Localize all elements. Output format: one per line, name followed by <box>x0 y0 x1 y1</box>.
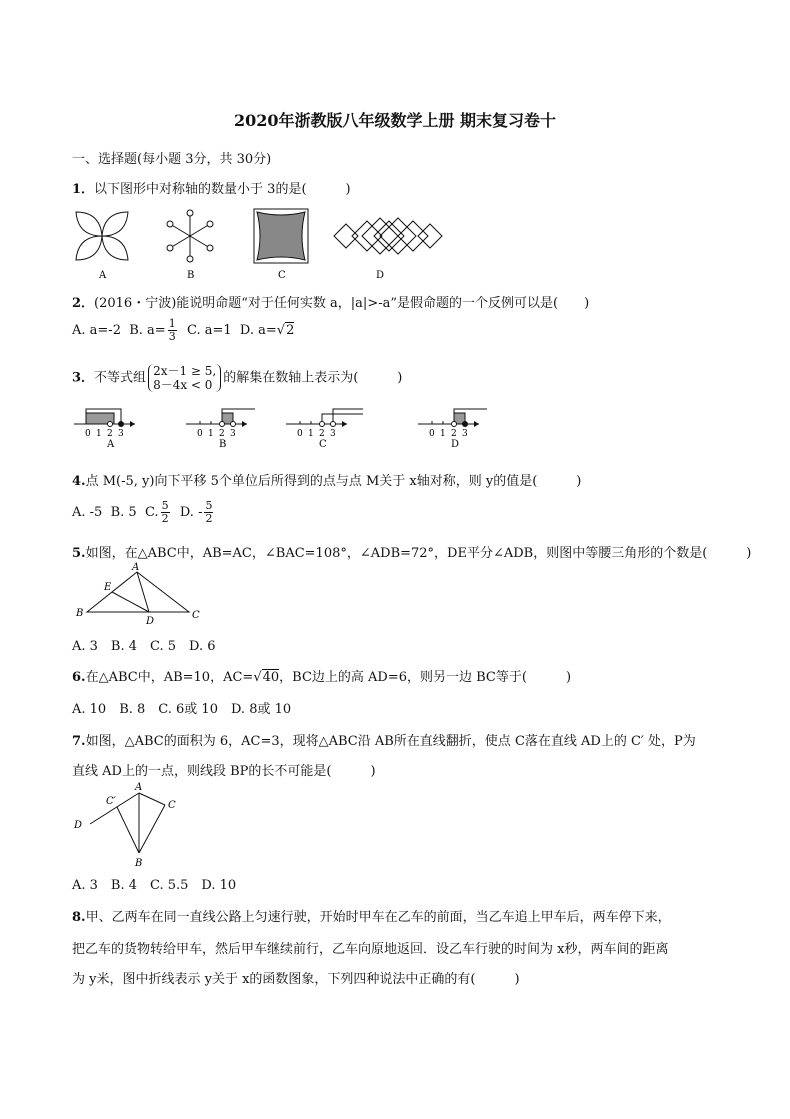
fraction: $\frac{5}{2}$ <box>205 499 213 525</box>
tick-label: 3 <box>230 429 236 439</box>
point-c: C <box>168 800 176 811</box>
question-number: 7. <box>72 734 86 749</box>
figure-label-a: A <box>99 270 107 281</box>
point-c: C <box>192 610 200 621</box>
question-8-line2: 把乙车的货物转给甲车，然后甲车继续前行，乙车向原地返回．设乙车行驶的时间为 x秒，两车间的距离 <box>72 942 669 957</box>
number-line-label: C <box>319 439 327 450</box>
option-a: A. -5 <box>72 505 103 520</box>
number-line-label: D <box>451 439 460 450</box>
point-d: D <box>146 616 155 627</box>
figure-label-c: C <box>278 270 286 281</box>
segment-cb <box>139 805 165 853</box>
figure-label-d: D <box>376 270 385 281</box>
tick-label: 3 <box>118 429 124 439</box>
question-3: 3．不等式组 2x－1 ≥ 5, 8－4x < 0 的解集在数轴上表示为( ) <box>72 364 403 392</box>
question-number: 1． <box>72 182 95 197</box>
figure-label-b: B <box>187 270 195 281</box>
question-text: 点 M(-5, y)向下平移 5个单位后所得到的点与点 M关于 x轴对称，则 y的值是( ) <box>85 474 582 489</box>
question-number: 5. <box>72 546 86 561</box>
question-text: 以下图形中对称轴的数量小于 3的是( ) <box>94 182 351 197</box>
point-a: A <box>132 562 140 573</box>
tick-label: 2 <box>451 429 457 439</box>
question-7-line2: 直线 AD上的一点，则线段 BP的长不可能是( ) <box>72 764 376 779</box>
option-b: B. a= $\frac{1}{3}$ <box>129 317 176 343</box>
option-d: D. a=√2 <box>239 323 295 338</box>
option-d: D. - $\frac{5}{2}$ <box>179 499 213 525</box>
tick-label: 2 <box>107 429 113 439</box>
segment-c-prime-b <box>117 807 139 853</box>
question-6: 6.在△ABC中，AB=10，AC=√40，BC边上的高 AD=6，则另一边 BC等于( ) <box>72 670 572 685</box>
point-b: B <box>135 858 143 869</box>
question-number: 3． <box>72 370 95 386</box>
option-c: C. $\frac{5}{2}$ <box>144 499 169 525</box>
number-line-label: B <box>219 439 227 450</box>
tick-label: 1 <box>308 429 314 439</box>
question-number: 4. <box>72 474 86 489</box>
question-text: 如图，△ABC的面积为 6，AC=3，现将△ABC沿 AB所在直线翻折，使点 C落在直线 AD上的 C′ 处，P为 <box>85 734 696 749</box>
point-b: B <box>76 608 84 619</box>
point-e: E <box>104 582 112 593</box>
question-number: 2． <box>72 296 95 311</box>
tick-label: 0 <box>85 429 91 439</box>
option-c: C. a=1 <box>186 323 232 338</box>
inequality-system: 2x－1 ≥ 5, 8－4x < 0 <box>148 364 221 392</box>
question-text: 甲、乙两车在同一直线公路上匀速行驶，开始时甲车在乙车的前面，当乙车追上甲车后，两车停下来， <box>85 910 671 925</box>
option-b: B. 5 <box>110 505 137 520</box>
tick-label: 1 <box>440 429 446 439</box>
section-heading: 一、选择题(每小题 3分，共 30分) <box>72 152 272 167</box>
tick-label: 3 <box>462 429 468 439</box>
segment-ac <box>139 793 165 805</box>
radical: 40 <box>262 670 280 685</box>
point-d: D <box>74 820 83 831</box>
tick-label: 2 <box>319 429 325 439</box>
q7-options: A. 3 B. 4 C. 5.5 D. 10 <box>72 878 237 893</box>
tick-label: 3 <box>330 429 336 439</box>
option-a: A. a=-2 <box>72 323 121 338</box>
question-8-line3: 为 y米，图中折线表示 y关于 x的函数图象，下列四种说法中正确的有( ) <box>72 972 520 987</box>
question-number: 6. <box>72 670 86 685</box>
fraction: $\frac{5}{2}$ <box>161 499 169 525</box>
tick-label: 2 <box>219 429 225 439</box>
q5-options: A. 3 B. 4 C. 5 D. 6 <box>72 639 216 654</box>
tick-label: 1 <box>96 429 102 439</box>
tick-label: 0 <box>197 429 203 439</box>
fraction: $\frac{1}{3}$ <box>168 317 176 343</box>
question-text: (2016・宁波)能说明命题“对于任何实数 a，|a|>-a”是假命题的一个反例可以是( ) <box>94 296 590 311</box>
tick-label: 0 <box>429 429 435 439</box>
point-a: A <box>135 782 143 793</box>
tick-label: 1 <box>208 429 214 439</box>
question-text: 如图，在△ABC中，AB=AC，∠BAC=108°，∠ADB=72°，DE平分∠ADB，则图中等腰三角形的个数是( ) <box>85 546 752 561</box>
point-c-prime: C′ <box>106 796 116 807</box>
tick-label: 0 <box>297 429 303 439</box>
page-title: 2020年浙教版八年级数学上册 期末复习卷十 <box>233 111 557 130</box>
question-8 <box>72 906 671 925</box>
question-number: 8. <box>72 910 86 925</box>
q6-options: A. 10 B. 8 C. 6或 10 D. 8或 10 <box>72 702 292 717</box>
number-line-label: A <box>107 439 115 450</box>
